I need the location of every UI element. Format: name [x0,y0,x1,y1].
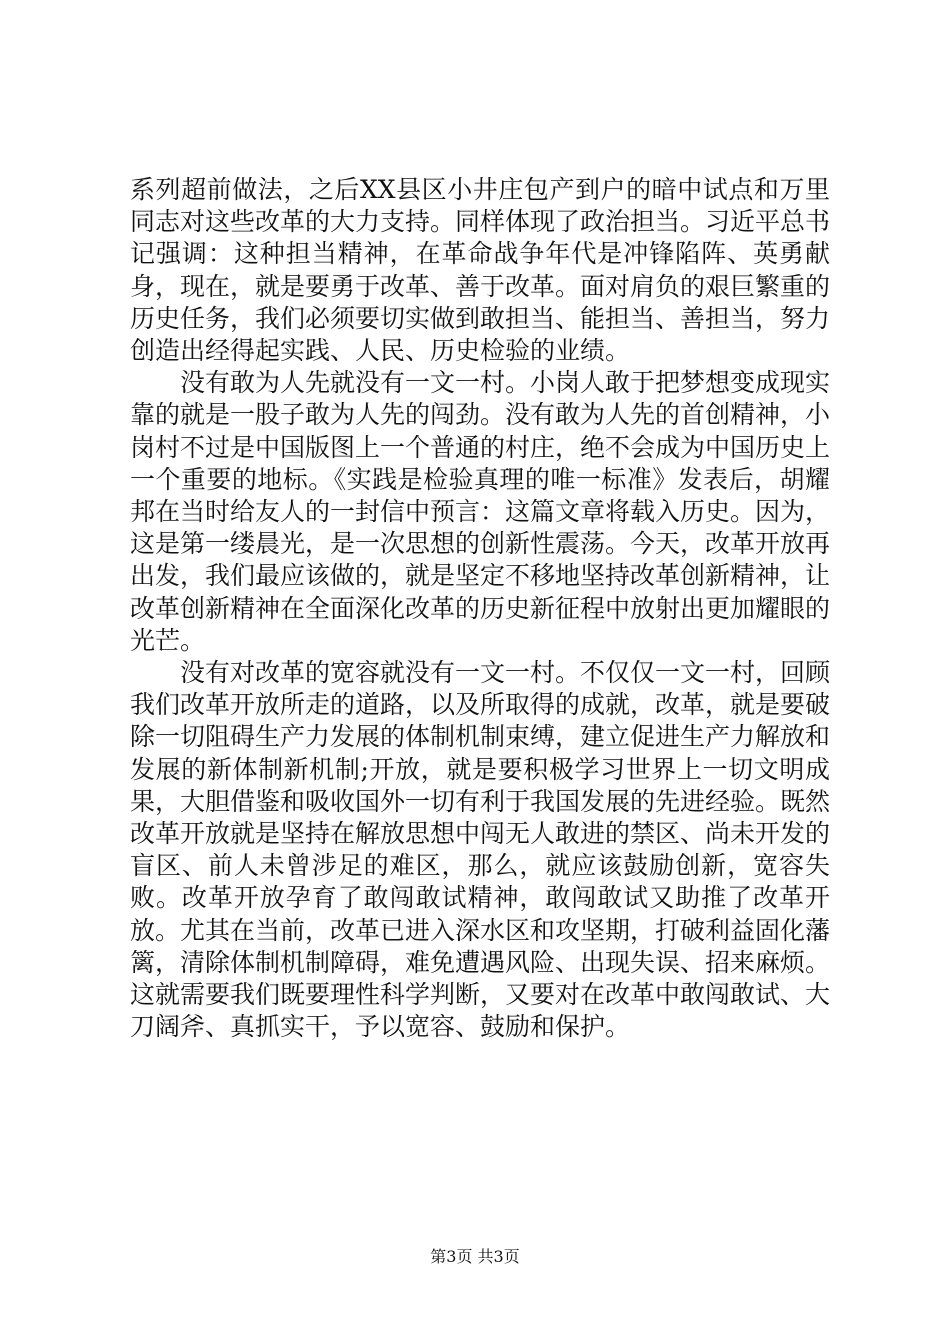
paragraph-pioneering: 没有敢为人先就没有一文一村。小岗人敢于把梦想变成现实靠的就是一股子敢为人先的闯劲。没有敢为人先的首创精神，小岗村不过是中国版图上一个普通的村庄，绝不会成为中国历史上一个重要的地标。《实践是检验真理的唯一标准》发表后，胡耀邦在当时给友人的一封信中预言：这篇文章将载入历史。因为，这是第一缕晨光，是一次思想的创新性震荡。今天，改革开放再出发，我们最应该做的，就是坚定不移地坚持改革创新精神，让改革创新精神在全面深化改革的历史新征程中放射出更加耀眼的光芒。 [130,368,831,655]
paragraph-continuation: 系列超前做法，之后XX县区小井庄包产到户的暗中试点和万里同志对这些改革的大力支持。同样体现了政治担当。习近平总书记强调：这种担当精神，在革命战争年代是冲锋陷阵、英勇献身，现在，就是要勇于改革、善于改革。面对肩负的艰巨繁重的历史任务，我们必须要切实做到敢担当、能担当、善担当，努力创造出经得起实践、人民、历史检验的业绩。 [130,175,831,366]
paragraph-tolerance: 没有对改革的宽容就没有一文一村。不仅仅一文一村，回顾我们改革开放所走的道路，以及所取得的成就，改革，就是要破除一切阻碍生产力发展的体制机制束缚，建立促进生产力解放和发展的新体制新机制;开放，就是要积极学习世界上一切文明成果，大胆借鉴和吸收国外一切有利于我国发展的先进经验。既然改革开放就是坚持在解放思想中闯无人敢进的禁区、尚未开发的盲区、前人未曾涉足的难区，那么，就应该鼓励创新，宽容失败。改革开放孕育了敢闯敢试精神，敢闯敢试又助推了改革开放。尤其在当前，改革已进入深水区和攻坚期，打破利益固化藩篱，清除体制机制障碍，难免遭遇风险、出现失误、招来麻烦。这就需要我们既要理性科学判断，又要对在改革中敢闯敢试、大刀阔斧、真抓实干，予以宽容、鼓励和保护。 [130,658,831,1042]
page-number-footer: 第3页 共3页 [430,1247,520,1266]
document-body [130,174,830,1043]
